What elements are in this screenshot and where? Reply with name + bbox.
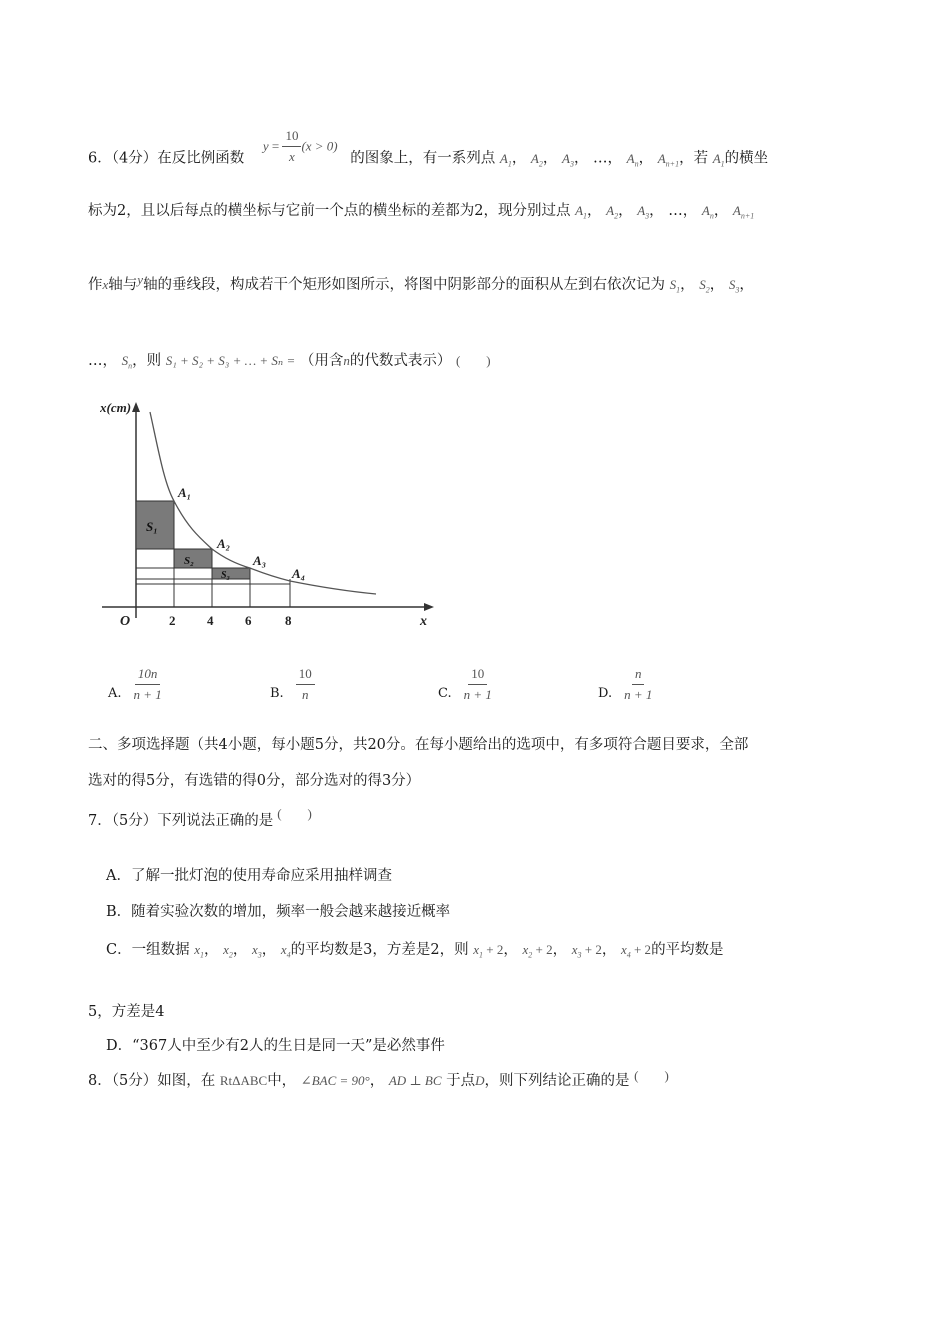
origin-label: O xyxy=(120,614,131,629)
q7-option-a[interactable]: A．了解一批灯泡的使用寿命应采用抽样调查 xyxy=(106,868,392,884)
q6-function: y = $\frac{10}{x}$ (x > 0) xyxy=(262,128,338,164)
sum-expression: S₁ + S₂ + S₃ + … + Sₙ = xyxy=(165,353,296,368)
tick-label: 6 xyxy=(245,613,252,628)
q7-option-b[interactable]: B．随着实验次数的增加，频率一般会越来越接近概率 xyxy=(106,904,451,920)
point-label-a4: A₄ xyxy=(292,566,306,581)
q6-line-4: …， $S_n$，则 S₁ + S₂ + S₃ + … + Sₙ = （用含n的代数式表示） ( ) xyxy=(88,353,491,371)
q6-line-2: 标为2，且以后每点的横坐标与它前一个点的横坐标的差都为2，现分别过点 $A_1$， $A_2$， $A_3$， …， $A_n$， $A_{n+1}$ xyxy=(88,203,755,221)
shaded-s3 xyxy=(212,568,250,579)
shaded-label-s1: S₁ xyxy=(146,519,158,534)
option-d[interactable]: D. $\frac{n}{n + 1}$ xyxy=(598,666,653,702)
section2-header-line-1: 二、多项选择题（共4小题，每小题5分，共20分。在每小题给出的选项中，有多项符合题目要求，全部 xyxy=(88,737,749,753)
answer-paren: ( ) xyxy=(455,353,491,368)
x-axis-arrow xyxy=(424,603,434,611)
option-a[interactable]: A. $\frac{10n}{n + 1}$ xyxy=(108,666,162,702)
q6-stem: 6．（4分）在反比例函数 xyxy=(88,150,245,167)
option-b[interactable]: B. $\frac{10}{n}$ xyxy=(270,666,315,703)
tick-label: 4 xyxy=(207,613,214,628)
point-label-a2: A₂ xyxy=(217,536,231,551)
point-label-a1: A₁ xyxy=(178,485,192,500)
q7-stem: 7．（5分）下列说法正确的是 ( ) xyxy=(88,806,312,829)
shaded-label-s3: S₃ xyxy=(221,570,231,581)
shaded-label-s2: S₂ xyxy=(184,555,194,567)
q7-option-d[interactable]: D．“367人中至少有2人的生日是同一天”是必然事件 xyxy=(106,1038,445,1054)
option-c[interactable]: C. $\frac{10}{n + 1}$ xyxy=(438,666,492,702)
x-axis-label: x xyxy=(420,614,427,629)
q7-option-c-cont: 5，方差是4 xyxy=(88,1004,165,1020)
point-label-a3: A₃ xyxy=(253,553,267,568)
y-axis-label: x(cm) xyxy=(100,400,132,415)
q7-option-c[interactable]: C．一组数据 $x_1$， $x_2$， $x_3$， $x_4$的平均数是3，方差是2，则 $x_1 + 2$， $x_2 + 2$， $x_3 + 2$， $x_4 + 2$的平均数是 xyxy=(106,942,724,960)
y-axis-arrow xyxy=(132,402,140,412)
q6-line-3: 作x轴与y轴的垂线段，构成若干个矩形如图所示，将图中阴影部分的面积从左到右依次记为 $S_1$， $S_2$， $S_3$， xyxy=(88,272,754,295)
tick-label: 8 xyxy=(285,613,292,628)
section2-header-line-2: 选对的得5分，有选错的得0分，部分选对的得3分） xyxy=(88,773,421,789)
tick-label: 2 xyxy=(169,613,176,628)
q8-stem: 8．（5分）如图，在 RtΔABC中， ∠BAC = 90°， AD ⊥ BC 于点D，则下列结论正确的是 ( ) xyxy=(88,1068,669,1089)
q6-line-1: 6．（4分）在反比例函数 y = $\frac{10}{x}$ (x > 0) 的图象上，有一系列点 $A_1$， $A_2$， $A_3$， …， $A_n$， $A_{n+1}$，若 $A_1$的横坐 xyxy=(88,128,769,169)
hyperbola-figure xyxy=(100,398,440,638)
